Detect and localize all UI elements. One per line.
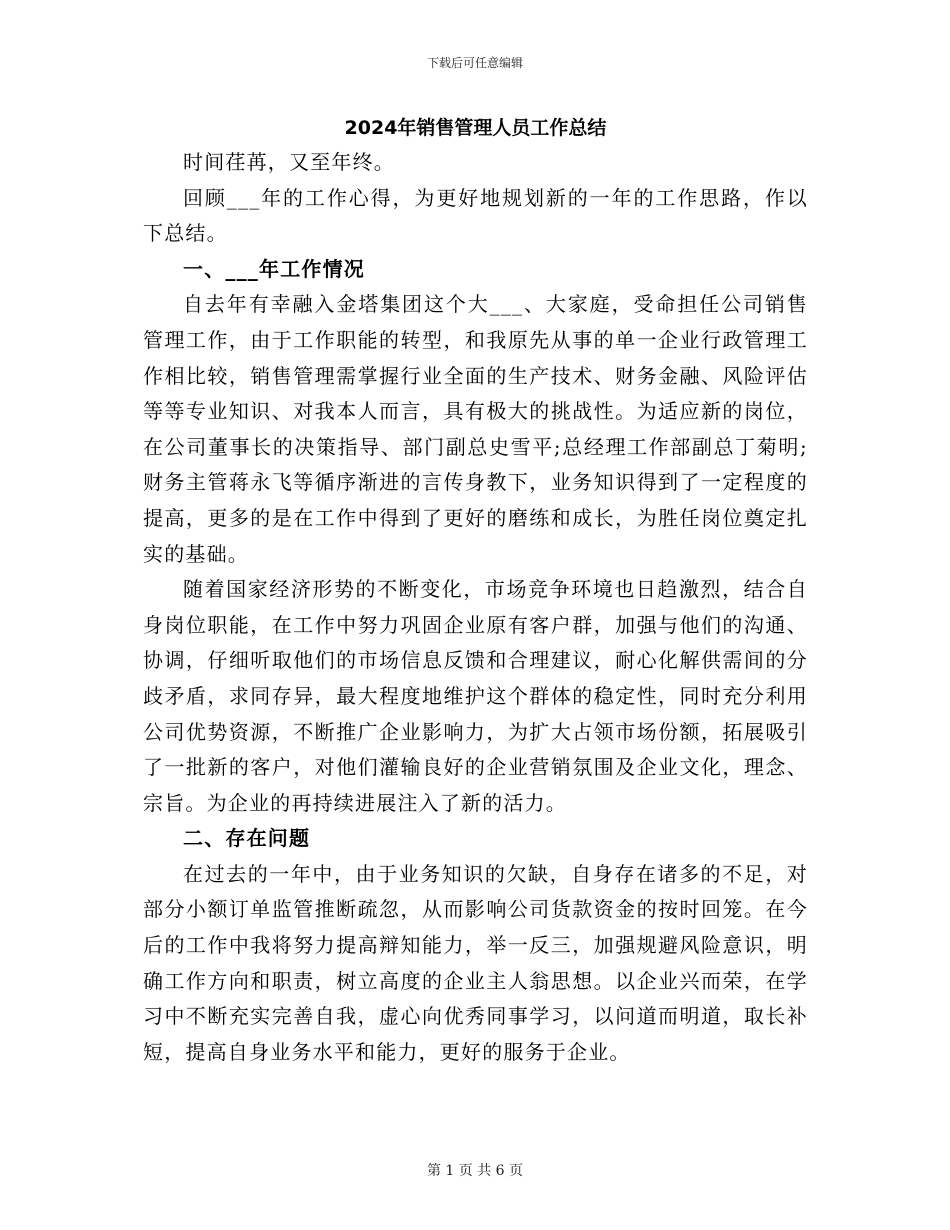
header-note: 下载后可任意编辑 <box>426 56 523 70</box>
intro-paragraph-2: 回顾___年的工作心得，为更好地规划新的一年的工作思路，作以下总结。 <box>143 185 808 246</box>
page-footer: 第 1 页 共 6 页 <box>426 1163 524 1179</box>
section-1-paragraph-2: 随着国家经济形势的不断变化，市场竞争环境也日趋激烈，结合自身岗位职能，在工作中努力巩固企业原有客户群，加强与他们的沟通、协调，仔细听取他们的市场信息反馈和合理建议，耐心化解供需间的分歧矛盾，求同存异，最大程度地维护这个群体的稳定性，同时充分利用公司优势资源，不断推广企业影响力，为扩大占领市场份额，拓展吸引了一批新的客户，对他们灌输良好的企业营销氛围及企业文化，理念、宗旨。为企业的再持续进展注入了新的活力。 <box>143 577 808 815</box>
intro-paragraph-1: 时间荏苒，又至年终。 <box>183 150 395 174</box>
section-1-heading: 一、___年工作情况 <box>183 256 365 281</box>
document-title: 2024年销售管理人员工作总结 <box>344 117 607 139</box>
section-2-paragraph-1: 在过去的一年中，由于业务知识的欠缺，自身存在诸多的不足，对部分小额订单监管推断疏忽，从而影响公司货款资金的按时回笼。在今后的工作中我将努力提高辩知能力，举一反三，加强规避风险意识，明确工作方向和职责，树立高度的企业主人翁思想。以企业兴而荣，在学习中不断充实完善自我，虚心向优秀同事学习，以问道而明道，取长补短，提高自身业务水平和能力，更好的服务于企业。 <box>143 861 808 1064</box>
document-body <box>143 113 808 1070</box>
section-1-paragraph-1: 自去年有幸融入金塔集团这个大___、大家庭，受命担任公司销售管理工作，由于工作职能的转型，和我原先从事的单一企业行政管理工作相比较，销售管理需掌握行业全面的生产技术、财务金融、风险评估等等专业知识、对我本人而言，具有极大的挑战性。为适应新的岗位，在公司董事长的决策指导、部门副总史雪平;总经理工作部副总丁菊明;财务主管蒋永飞等循序渐进的言传身教下，业务知识得到了一定程度的提高，更多的是在工作中得到了更好的磨练和成长，为胜任岗位奠定扎实的基础。 <box>143 292 808 566</box>
section-2-heading: 二、存在问题 <box>183 826 311 851</box>
